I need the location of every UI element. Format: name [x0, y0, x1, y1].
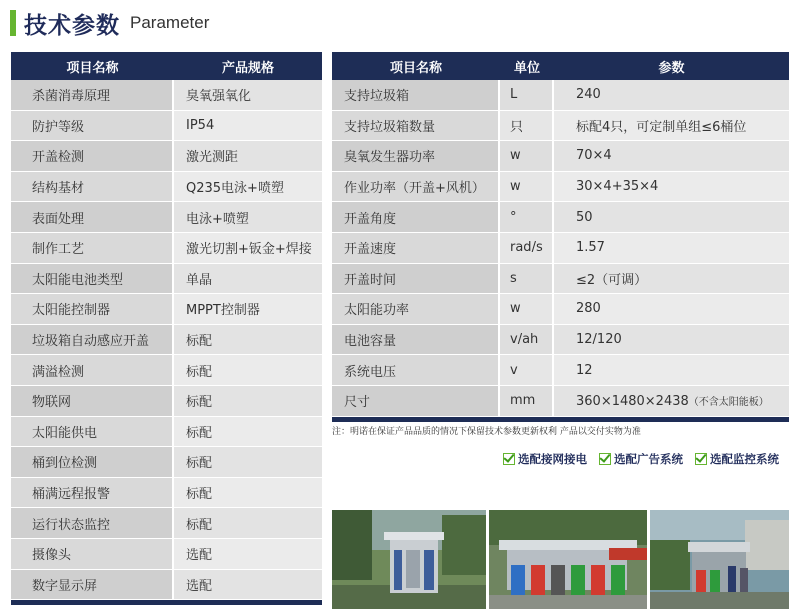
item-name-cell: 防护等级 — [11, 111, 174, 142]
table-row — [11, 233, 322, 264]
table-row — [332, 294, 789, 325]
table-row — [11, 478, 322, 509]
table-row — [332, 264, 789, 295]
checkbox-icon — [695, 453, 707, 465]
item-name-cell: 太阳能供电 — [11, 417, 174, 448]
item-name-cell: 电池容量 — [332, 325, 500, 356]
table-row — [11, 111, 322, 142]
unit-cell: mm — [500, 386, 554, 417]
item-name-cell: 开盖角度 — [332, 202, 500, 233]
table-row — [11, 417, 322, 448]
item-name-cell: 表面处理 — [11, 202, 174, 233]
table-row — [11, 355, 322, 386]
table-row — [11, 264, 322, 295]
spec-value-cell: 激光切割+钣金+焊接 — [174, 233, 322, 264]
param-value: 240 — [576, 87, 601, 103]
item-name-cell: 桶到位检测 — [11, 447, 174, 478]
param-value-cell — [554, 111, 789, 142]
product-photo-3 — [650, 510, 789, 609]
param-value: 280 — [576, 301, 601, 317]
option-label: 选配接网接电 — [518, 452, 587, 466]
unit-cell: v — [500, 355, 554, 386]
unit-cell: rad/s — [500, 233, 554, 264]
unit-cell: w — [500, 141, 554, 172]
checkbox-icon — [599, 453, 611, 465]
item-name-cell: 桶满远程报警 — [11, 478, 174, 509]
option-label: 选配广告系统 — [614, 452, 683, 466]
param-value-cell — [554, 141, 789, 172]
item-name-cell: 太阳能功率 — [332, 294, 500, 325]
table-row — [332, 325, 789, 356]
unit-cell: v/ah — [500, 325, 554, 356]
table-row — [332, 386, 789, 417]
item-name-cell: 支持垃圾箱数量 — [332, 111, 500, 142]
item-name-cell: 作业功率（开盖+风机） — [332, 172, 500, 203]
param-value: 360×1480×2438 — [576, 393, 689, 409]
table-row — [11, 325, 322, 356]
param-value: 50 — [576, 209, 593, 225]
unit-cell: ° — [500, 202, 554, 233]
spec-value-cell: 标配 — [174, 447, 322, 478]
item-name-cell: 垃圾箱自动感应开盖 — [11, 325, 174, 356]
item-name-cell: 开盖速度 — [332, 233, 500, 264]
page-header — [10, 8, 209, 38]
item-name-cell: 太阳能控制器 — [11, 294, 174, 325]
spec-table-right — [332, 52, 789, 423]
item-name-cell: 摄像头 — [11, 539, 174, 570]
param-value: 12/120 — [576, 332, 622, 348]
option-network-power — [503, 451, 587, 467]
table-footer-bar — [332, 417, 789, 423]
unit-cell: s — [500, 264, 554, 295]
param-value: 标配4只，可定制单组≤6桶位 — [576, 119, 747, 135]
spec-value-cell: IP54 — [174, 111, 322, 142]
table-row — [11, 141, 322, 172]
table-row — [332, 233, 789, 264]
table-row — [332, 355, 789, 386]
unit-cell: w — [500, 294, 554, 325]
table-row — [11, 570, 322, 601]
param-value-cell — [554, 355, 789, 386]
table-row — [11, 172, 322, 203]
page-subtitle: Parameter — [130, 13, 210, 32]
item-name-cell: 制作工艺 — [11, 233, 174, 264]
spec-value-cell: 电泳+喷塑 — [174, 202, 322, 233]
unit-cell: 只 — [500, 111, 554, 142]
table-footer-bar — [11, 600, 322, 606]
spec-value-cell: 选配 — [174, 539, 322, 570]
item-name-cell: 支持垃圾箱 — [332, 80, 500, 111]
item-name-cell: 结构基材 — [11, 172, 174, 203]
product-photo-1 — [332, 510, 486, 609]
unit-cell: L — [500, 80, 554, 111]
param-value-cell — [554, 80, 789, 111]
product-photo-2 — [489, 510, 647, 609]
table-row — [11, 539, 322, 570]
item-name-cell: 运行状态监控 — [11, 508, 174, 539]
item-name-cell: 满溢检测 — [11, 355, 174, 386]
param-value-cell — [554, 294, 789, 325]
column-header-param: 参数 — [554, 52, 789, 80]
column-header-item: 项目名称 — [332, 52, 500, 80]
table-row — [332, 141, 789, 172]
table-row — [11, 508, 322, 539]
table-row — [11, 447, 322, 478]
item-name-cell: 物联网 — [11, 386, 174, 417]
column-header-unit: 单位 — [500, 52, 554, 80]
table-row — [11, 386, 322, 417]
spec-value-cell: MPPT控制器 — [174, 294, 322, 325]
param-value: 70×4 — [576, 148, 612, 164]
item-name-cell: 开盖时间 — [332, 264, 500, 295]
table-row — [11, 202, 322, 233]
spec-value-cell: 标配 — [174, 417, 322, 448]
param-value-cell — [554, 202, 789, 233]
spec-value-cell: 臭氧强氧化 — [174, 80, 322, 111]
param-value: 12 — [576, 362, 593, 378]
param-value: ≤2（可调） — [576, 272, 648, 288]
spec-value-cell: 标配 — [174, 355, 322, 386]
table-row — [332, 172, 789, 203]
size-note: （不含太阳能板） — [688, 396, 769, 408]
item-name-cell: 臭氧发生器功率 — [332, 141, 500, 172]
param-value-cell — [554, 172, 789, 203]
item-name-cell: 太阳能电池类型 — [11, 264, 174, 295]
unit-cell: w — [500, 172, 554, 203]
spec-value-cell: 选配 — [174, 570, 322, 601]
param-value-cell — [554, 325, 789, 356]
table-row — [11, 80, 322, 111]
item-name-cell: 尺寸 — [332, 386, 500, 417]
table-row — [332, 202, 789, 233]
option-ad-system — [599, 451, 683, 467]
item-name-cell: 开盖检测 — [11, 141, 174, 172]
table-header-row — [332, 52, 789, 80]
option-monitor-system — [695, 451, 779, 467]
spec-table-left — [11, 52, 322, 606]
param-value: 1.57 — [576, 240, 605, 256]
title-accent-bar — [10, 10, 16, 36]
param-value-cell — [554, 386, 789, 417]
spec-value-cell: Q235电泳+喷塑 — [174, 172, 322, 203]
spec-value-cell: 激光测距 — [174, 141, 322, 172]
spec-value-cell: 标配 — [174, 325, 322, 356]
table-header-row — [11, 52, 322, 80]
checkbox-icon — [503, 453, 515, 465]
param-value: 30×4+35×4 — [576, 179, 659, 195]
param-value-cell — [554, 233, 789, 264]
page-title: 技术参数 — [24, 12, 120, 39]
column-header-spec: 产品规格 — [174, 52, 322, 80]
option-label: 选配监控系统 — [710, 452, 779, 466]
table-row — [11, 294, 322, 325]
spec-value-cell: 标配 — [174, 478, 322, 509]
item-name-cell: 系统电压 — [332, 355, 500, 386]
spec-value-cell: 标配 — [174, 508, 322, 539]
item-name-cell: 数字显示屏 — [11, 570, 174, 601]
column-header-item: 项目名称 — [11, 52, 174, 80]
item-name-cell: 杀菌消毒原理 — [11, 80, 174, 111]
spec-value-cell: 标配 — [174, 386, 322, 417]
spec-value-cell: 单晶 — [174, 264, 322, 295]
table-row — [332, 80, 789, 111]
disclaimer-note: 注：明诺在保证产品品质的情况下保留技术参数更新权利 产品以交付实物为准 — [332, 427, 641, 437]
param-value-cell — [554, 264, 789, 295]
options-list — [503, 451, 779, 467]
table-row — [332, 111, 789, 142]
